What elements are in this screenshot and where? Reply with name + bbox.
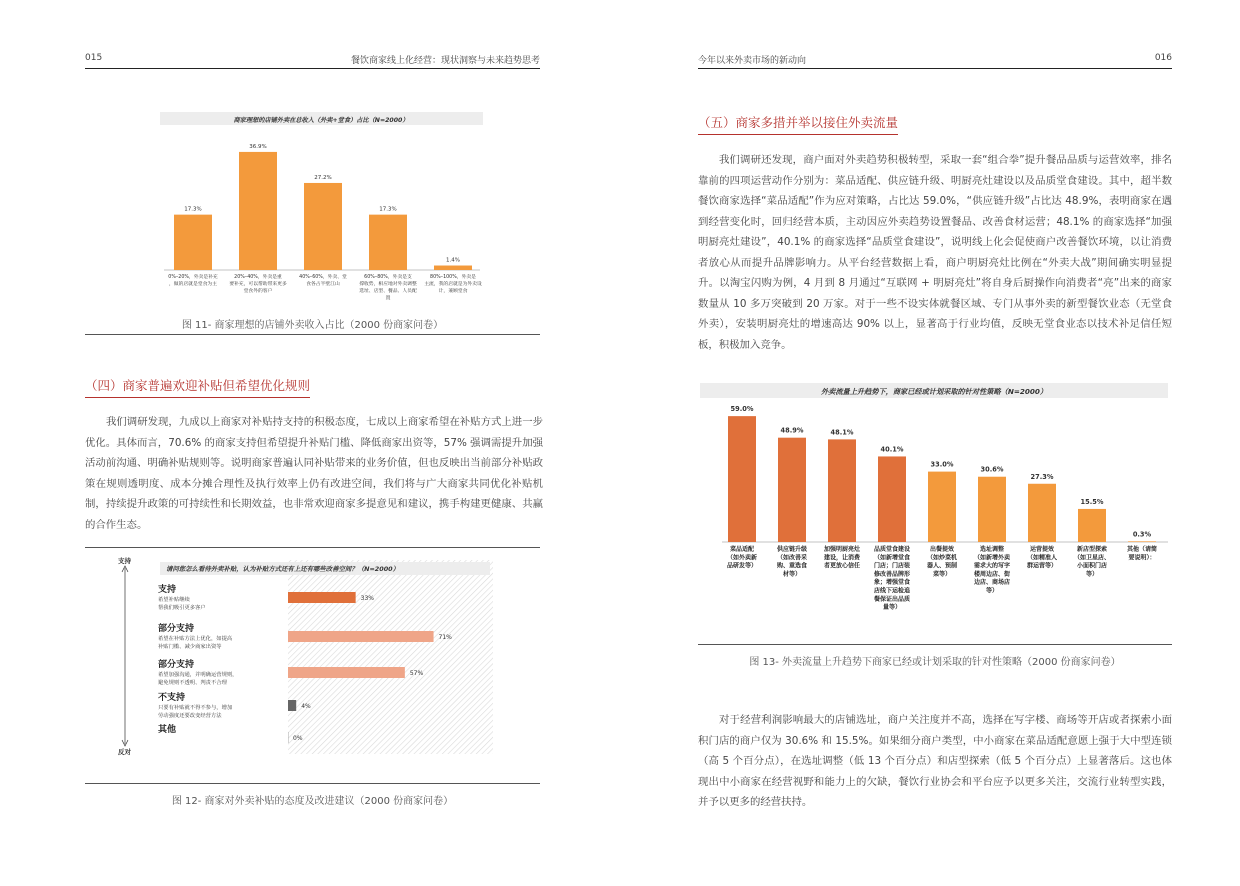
fig11-title: 商家理想的店铺外卖在总收入（外卖+堂食）占比（N=2000） — [233, 117, 409, 124]
fig13-category-label: 等） — [1085, 570, 1099, 578]
fig11-category-label: 堂食外的客户 — [243, 289, 273, 294]
fig13-category-label: 选址调整 — [979, 546, 1005, 553]
fig11-rule — [85, 334, 540, 335]
fig13-bar — [728, 416, 756, 542]
fig13-category-label: 象；增强堂食 — [873, 579, 911, 587]
fig12-category-label: 不支持 — [158, 693, 186, 703]
fig13-category-label: 菜品适配 — [729, 546, 755, 553]
fig13-value-label: 40.1% — [880, 445, 904, 454]
fig12-bar — [288, 700, 296, 711]
fig12-title: 请问您怎么看待外卖补贴，认为补贴方式还有上还有哪些改善空间？（N=2000） — [166, 565, 399, 573]
fig12-category-sublabel: 劳动强度还要改变经营方法 — [158, 713, 222, 719]
fig13-category-label: （如新增堂食 — [873, 554, 911, 562]
section5-heading: （五）商家多措并举以接住外卖流量 — [698, 113, 898, 135]
fig13-category-label: 楼周边店、街 — [973, 570, 1011, 578]
fig12-category-sublabel: 只要有补贴就不得不参与，增加 — [158, 705, 233, 711]
fig12-category-label: 其他 — [158, 725, 177, 735]
fig13-category-label: 其他（请简 — [1126, 546, 1158, 553]
fig13-value-label: 0.3% — [1132, 530, 1152, 539]
fig11-category-label: 60%–80%，外卖是支 — [364, 275, 412, 280]
fig13-category-label: 菜等） — [932, 570, 952, 578]
fig13-category-label: 边店、商场店 — [973, 579, 1011, 587]
fig11-category-label: 80%–100%，外卖是 — [430, 275, 476, 280]
fig13-category-label: 品质堂食建设 — [873, 546, 911, 553]
fig12-value-label: 0% — [293, 735, 303, 742]
fig11-category-label: 0%–20%，外卖是补充 — [168, 275, 218, 280]
fig12-bar — [288, 592, 356, 603]
fig13-bar — [1078, 509, 1106, 542]
fig11-category-label: 计，兼顾堂食 — [438, 289, 468, 294]
fig12-caption: 图 12- 商家对外卖补贴的态度及改进建议（2000 份商家问卷） — [171, 796, 454, 807]
fig13-category-label: 餐保证出品质 — [873, 595, 911, 603]
fig13-category-label: （如改善采 — [776, 554, 808, 562]
fig12-bar — [288, 732, 289, 743]
fig12-value-label: 33% — [360, 595, 374, 602]
fig12-category-sublabel: 希望补贴继续 — [158, 597, 190, 603]
page-number: 015 — [85, 53, 103, 63]
fig13-category-label: 需求大的写字 — [973, 562, 1011, 570]
fig12-value-label: 71% — [438, 634, 452, 641]
fig13-value-label: 48.1% — [830, 428, 854, 437]
fig11-category-label: 食各占半壁江山 — [306, 282, 340, 287]
fig11-value-label: 27.2% — [314, 174, 332, 181]
fig12-top-rule — [85, 547, 540, 548]
fig13-category-label: （如炒菜机 — [926, 554, 958, 562]
running-title: 餐饮商家线上化经营：现状洞察与未来趋势思考 — [350, 56, 540, 66]
fig13-category-label: 器人、预制 — [926, 562, 958, 570]
fig12-category-sublabel: 希望加强沟通，并明确运营规则， — [158, 672, 238, 678]
header-rule — [698, 68, 1172, 69]
fig13-category-label: 要说明）： — [1128, 554, 1156, 562]
fig13-category-label: 运营提效 — [1029, 546, 1055, 553]
fig13-category-label: （如精准人 — [1026, 554, 1058, 562]
header-rule — [85, 68, 540, 69]
fig12-category-sublabel: 避免规则不透明、判责不合理 — [158, 680, 227, 686]
fig12-rule — [85, 783, 540, 784]
fig11-value-label: 36.9% — [249, 143, 267, 150]
fig13-rule — [698, 644, 1172, 645]
fig13-bar — [1028, 484, 1056, 542]
fig11-category-label: 20%–40%，外卖是重 — [234, 275, 282, 280]
fig13-category-label: 量等） — [882, 604, 902, 612]
fig12-plot-background — [288, 560, 493, 754]
fig11-value-label: 17.3% — [379, 206, 397, 213]
section5-body: 我们调研还发现，商户面对外卖趋势积极转型，采取一套“组合拳”提升餐品品质与运营效率，排名靠前的四项运营动作分别为：菜品适配、供应链升级、明厨亮灶建设以及品质堂食建设。其中，超半数餐饮商家选择“菜品适配”作为应对策略，占比达 59.0%，“供应链升级”占比达 48.9%，表明商家在遇到经营变化时，回归经营本质，主动因应外卖趋势设置餐品、改善食材运营；48.1% 的商家选择“加强明厨亮灶建设”，40.1% 的商家选择“品质堂食建设”，说明线上化会促使商户改善餐饮环境，以让消费者放心从而提升品牌影响力。从平台经营数据上看，商户明厨亮灶比例在“外卖大战”期间确实明显提升。以淘宝闪购为例，4 月到 8 月通过“互联网 + 明厨亮灶”将自身后厨操作向消费者“亮”出来的商家数量从 10 多万突破到 20 万家。对于一些不设实体就餐区域、专门从事外卖的新型餐饮业态（无堂食外卖），安装明厨亮灶的增速高达 90% 以上，显著高于行业均值，反映无堂食业态以技术补足信任短板，积极加入竞争。 — [698, 154, 1172, 351]
fig13-value-label: 30.6% — [980, 465, 1004, 474]
fig13-category-label: 材等） — [782, 570, 802, 578]
fig13-category-label: 小面积门店 — [1076, 562, 1108, 570]
fig12-category-label: 部分支持 — [158, 660, 195, 670]
fig12-bar — [288, 667, 405, 678]
fig12-bar — [288, 631, 434, 642]
page-number: 016 — [1154, 53, 1172, 63]
fig12-chart — [110, 554, 505, 759]
fig11-category-label: ，做的店就是堂食为主 — [169, 282, 217, 287]
fig13-value-label: 27.3% — [1030, 472, 1054, 481]
fig13-category-label: 购、重选食 — [776, 562, 808, 570]
fig13-chart — [698, 380, 1172, 630]
fig13-category-label: 门店；门店装 — [873, 562, 911, 570]
section4-heading: （四）商家普遍欢迎补贴但希望优化规则 — [85, 376, 310, 398]
fig13-bar — [1128, 541, 1156, 542]
fig13-title: 外卖流量上升趋势下，商家已经或计划采取的针对性策略（N=2000） — [820, 387, 1048, 396]
fig13-category-label: （如卫星店、 — [1073, 554, 1111, 562]
fig11-category-label: 要补充，可以帮助带来更多 — [229, 282, 287, 287]
fig12-category-sublabel: 希望在补贴方法上优化，如提高 — [158, 636, 233, 642]
fig13-category-label: 修改善品牌形 — [873, 570, 911, 578]
fig13-bar — [828, 439, 856, 542]
fig13-category-label: 新店型探索 — [1076, 546, 1108, 553]
fig11-bar — [304, 183, 342, 270]
fig12-value-label: 4% — [301, 703, 311, 710]
fig11-value-label: 1.4% — [446, 257, 460, 264]
fig11-bar — [369, 215, 407, 270]
fig13-category-label: 供应链升级 — [776, 546, 808, 553]
fig13-category-label: 加强明厨亮灶 — [823, 546, 861, 553]
fig13-bar — [978, 477, 1006, 542]
fig13-category-label: 者更放心信任 — [823, 562, 861, 570]
fig13-bar — [878, 456, 906, 542]
fig13-category-label: 等） — [985, 587, 999, 595]
fig12-value-label: 57% — [409, 670, 424, 677]
fig11-category-label: 主流，我的店就是为外卖设 — [424, 282, 482, 287]
fig12-category-label: 部分支持 — [158, 624, 195, 634]
fig13-caption: 图 13- 外卖流量上升趋势下商家已经或计划采取的针对性策略（2000 份商家问卷） — [749, 657, 1121, 668]
fig13-category-label: 出餐提效 — [929, 546, 955, 553]
right-page — [620, 0, 1240, 886]
fig11-category-label: 40%–60%，外卖、堂 — [299, 275, 347, 280]
fig11-chart — [160, 110, 490, 305]
fig12-category-label: 支持 — [158, 585, 177, 595]
fig13-category-label: 群运营等） — [1026, 562, 1058, 570]
fig13-bar — [778, 438, 806, 542]
fig11-caption: 图 11- 商家理想的店铺外卖收入占比（2000 份商家问卷） — [181, 320, 444, 331]
fig12-axis-bottom-label: 反对 — [118, 748, 131, 756]
fig11-category-label: 选址、店型、餐品、人员配 — [359, 289, 417, 294]
fig12-axis-top-label: 支持 — [118, 557, 131, 565]
fig13-value-label: 33.0% — [930, 460, 954, 469]
fig11-value-label: 17.3% — [184, 206, 202, 213]
fig13-value-label: 48.9% — [780, 426, 804, 435]
fig11-category-label: 撑收势，相应地对外卖调整 — [359, 282, 417, 287]
running-title: 今年以来外卖市场的新动向 — [698, 56, 807, 66]
fig12-category-sublabel: 补贴门槛、减少商家出资等 — [158, 644, 222, 650]
fig11-bar — [239, 152, 277, 270]
fig13-value-label: 15.5% — [1080, 497, 1104, 506]
fig11-category-label: 置 — [385, 296, 391, 301]
fig13-category-label: 品研发等） — [726, 562, 758, 570]
fig13-value-label: 59.0% — [730, 405, 754, 414]
fig11-bar — [434, 266, 472, 270]
fig11-bar — [174, 215, 212, 270]
fig13-category-label: （如新增外卖 — [973, 554, 1011, 562]
fig13-category-label: （如外卖新 — [726, 554, 758, 562]
section4-body: 我们调研发现，九成以上商家对补贴持支持的积极态度，七成以上商家希望在补贴方式上进一步优化。具体而言，70.6% 的商家支持但希望提升补贴门槛、降低商家出资等，57% 强调需提升加强活动前沟通、明确补贴规则等。说明商家普遍认同补贴带来的业务价值，但也反映出当前部分补贴政策在规则透明度、成本分摊合理性及执行效率上仍有改进空间，我们将与广大商家共同优化补贴机制，持续提升政策的可持续性和长期效益，也非常欢迎商家多提意见和建议，携手构建更健康、共赢的合作生态。 — [85, 416, 543, 531]
fig13-category-label: 店线下运检追 — [873, 587, 911, 595]
fig13-bar — [928, 472, 956, 542]
fig12-category-sublabel: 帮我们吸引更多客户 — [158, 605, 206, 611]
closing-body: 对于经营利润影响最大的店铺选址，商户关注度并不高，选择在写字楼、商场等开店或者探索小面积门店的商户仅为 30.6% 和 15.5%。如果细分商户类型，中小商家在菜品适配意愿上强于大中型连锁（高 5 个百分点），在选址调整（低 13 个百分点）和店型探索（低 5 个百分点）上显著落后。这也体现出中小商家在经营视野和能力上的欠缺，餐饮行业协会和平台应予以更多关注，交流行业转型实践，并予以更多的经营扶持。 — [698, 714, 1172, 808]
fig13-category-label: 建设，让消费 — [823, 554, 861, 562]
